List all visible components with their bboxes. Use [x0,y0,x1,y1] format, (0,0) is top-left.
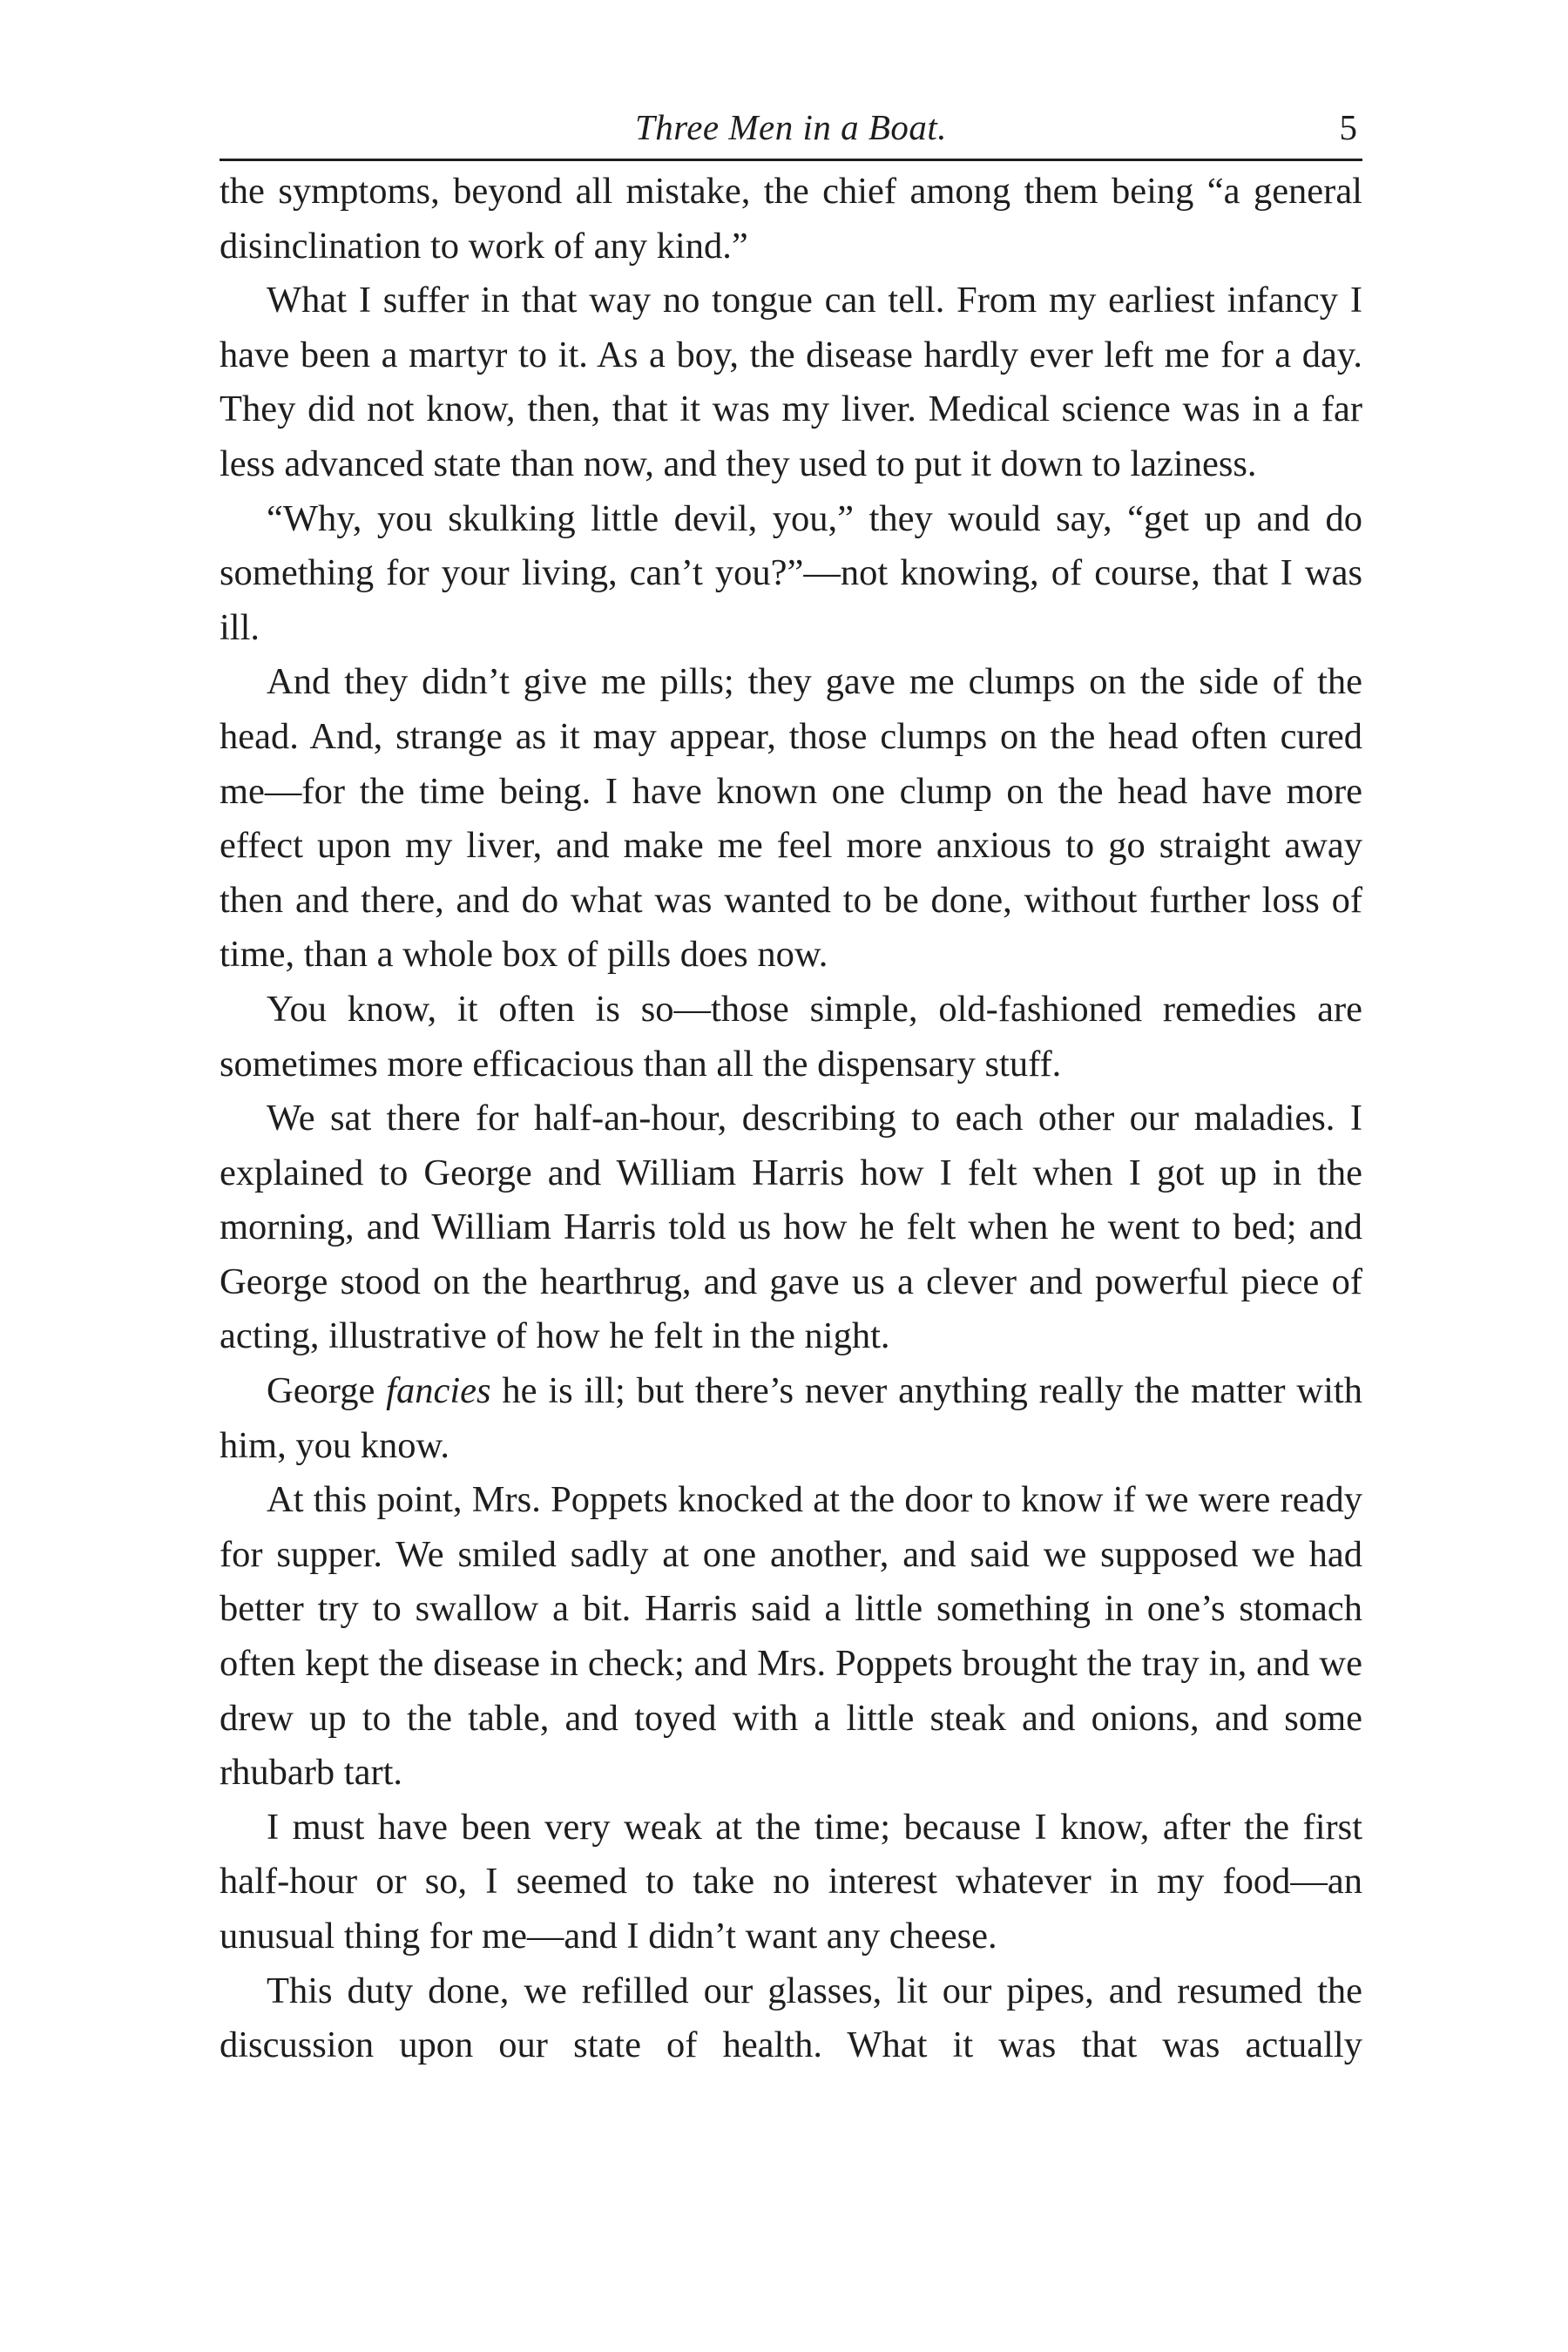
paragraph: What I suffer in that way no tongue can tell. From my earliest infancy I have been a martyr to it. As a boy, the disease hardly ever left me for a day. They did not know, then, that it was my liver. Medical science was in a far less advanced state than now, and they used to put it down to laziness. [220,280,1362,484]
body-text [220,165,1362,2073]
paragraph: You know, it often is so—those simple, old-fashioned remedies are sometimes more efficacious than all the dispensary stuff. [220,988,1362,1085]
running-title: Three Men in a Boat. [634,107,948,147]
paragraph-with-emphasis [220,1364,1362,1473]
paragraph: We sat there for half-an-hour, describing to each other our maladies. I explained to George and William Harris how I felt when I got up in the morning, and William Harris told us how he felt when he went to bed; and George stood on the hearthrug, and gave us a clever and powerful piece of acting, illustrative of how he felt in the night. [220,1098,1362,1357]
book-page [220,103,1362,2073]
paragraph-continues: This duty done, we refilled our glasses, lit our pipes, and resumed the discussion upon our state of health. What it was that was actually [220,1970,1362,2066]
running-header [220,103,1362,161]
paragraph: I must have been very weak at the time; because I know, after the first half-hour or so, I seemed to take no interest whatever in my food—an unusual thing for me—and I didn’t want any cheese. [220,1806,1362,1957]
paragraph-text-after: he is ill; but there’s never anything really the matter with him, you know. [220,1370,1362,1466]
paragraph: “Why, you skulking little devil, you,” they would say, “get up and do something for your living, can’t you?”—not knowing, of course, that I was ill. [220,497,1362,648]
page-number: 5 [1339,107,1357,147]
paragraph: At this point, Mrs. Poppets knocked at the door to know if we were ready for supper. We smiled sadly at one another, and said we supposed we had better try to swallow a bit. Harris said a little something in one’s stomach often kept the disease in check; and Mrs. Poppets brought the tray in, and we drew up to the table, and toyed with a little steak and onions, and some rhubarb tart. [220,1479,1362,1794]
emphasized-word: fancies [386,1370,491,1412]
paragraph: And they didn’t give me pills; they gave me clumps on the side of the head. And, strange as it may appear, those clumps on the head often cured me—for the time being. I have known one clump on the head have more effect upon my liver, and make me feel more anxious to go straight away then and there, and do what was wanted to be done, without further loss of time, than a whole box of pills does now. [220,661,1362,976]
paragraph-text-before: George [267,1370,387,1412]
paragraph-continued: the symptoms, beyond all mistake, the chief among them being “a general disinclination to work of any kind.” [220,171,1362,267]
